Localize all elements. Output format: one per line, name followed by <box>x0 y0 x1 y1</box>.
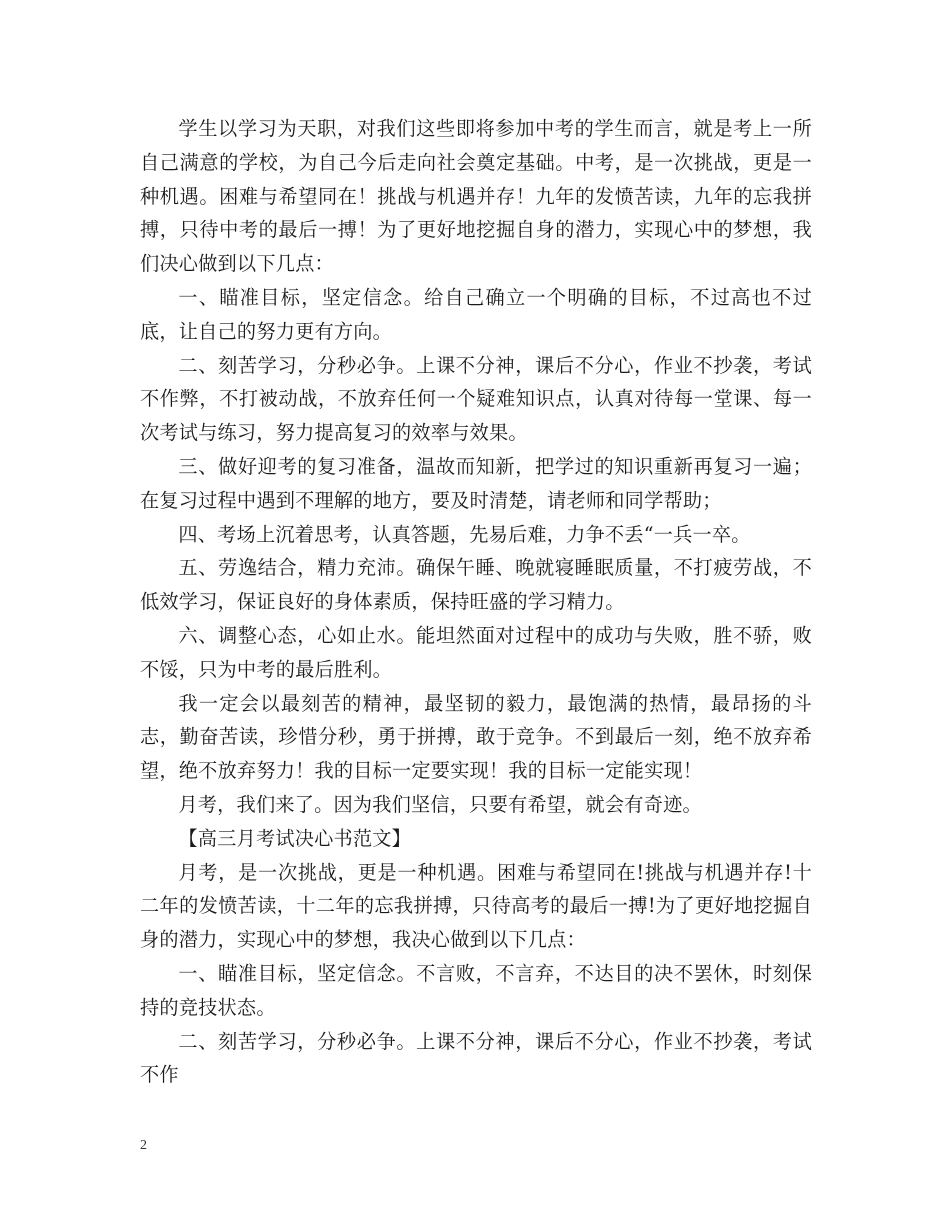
section-heading: 【高三月考试决心书范文】 <box>178 826 412 850</box>
point-three-paragraph: 三、做好迎考的复习准备，温故而知新，把学过的知识重新再复习一遍；在复习过程中遇到不理解的地方，要及时清楚，请老师和同学帮助； <box>140 454 812 512</box>
second-point-one-paragraph: 一、瞄准目标，坚定信念。不言败，不言弃，不达目的决不罢休，时刻保持的竞技状态。 <box>140 961 812 1019</box>
document-body <box>140 112 812 1092</box>
point-one-paragraph: 一、瞄准目标，坚定信念。给自己确立一个明确的目标，不过高也不过底，让自己的努力更有方向。 <box>140 285 812 343</box>
intro-paragraph: 学生以学习为天职，对我们这些即将参加中考的学生而言，就是考上一所自己满意的学校，为自己今后走向社会奠定基础。中考，是一次挑战，更是一种机遇。困难与希望同在！挑战与机遇并存！九年的发愤苦读，九年的忘我拼搏，只待中考的最后一搏！为了更好地挖掘自身的潜力，实现心中的梦想，我们决心做到以下几点： <box>140 117 812 276</box>
point-five-paragraph: 五、劳逸结合，精力充沛。确保午睡、晚就寝睡眠质量，不打疲劳战，不低效学习，保证良好的身体素质，保持旺盛的学习精力。 <box>140 556 812 614</box>
point-six-paragraph: 六、调整心态，心如止水。能坦然面对过程中的成功与失败，胜不骄，败不馁，只为中考的最后胜利。 <box>140 623 812 681</box>
second-intro-paragraph: 月考，是一次挑战，更是一种机遇。困难与希望同在!挑战与机遇并存!十二年的发愤苦读，十二年的忘我拼搏，只待高考的最后一搏!为了更好地挖掘自身的潜力，实现心中的梦想，我决心做到以下几点： <box>140 860 812 952</box>
point-two-paragraph: 二、刻苦学习，分秒必争。上课不分神，课后不分心，作业不抄袭，考试不作弊，不打被动战，不放弃任何一个疑难知识点，认真对待每一堂课、每一次考试与练习，努力提高复习的效率与效果。 <box>140 353 812 445</box>
second-point-two-paragraph: 二、刻苦学习，分秒必争。上课不分神，课后不分心，作业不抄袭，考试不作 <box>140 1029 812 1087</box>
closing-paragraph: 月考，我们来了。因为我们坚信，只要有希望，就会有奇迹。 <box>178 792 702 816</box>
point-four-paragraph: 四、考场上沉着思考，认真答题，先易后难，力争不丢“一兵一卒。 <box>178 522 751 546</box>
resolution-paragraph: 我一定会以最刻苦的精神，最坚韧的毅力，最饱满的热情，最昂扬的斗志，勤奋苦读，珍惜分秒，勇于拼搏，敢于竞争。不到最后一刻，绝不放弃希望，绝不放弃努力！我的目标一定要实现！我的目标一定能实现！ <box>140 691 812 783</box>
page-number: 2 <box>140 1138 147 1153</box>
